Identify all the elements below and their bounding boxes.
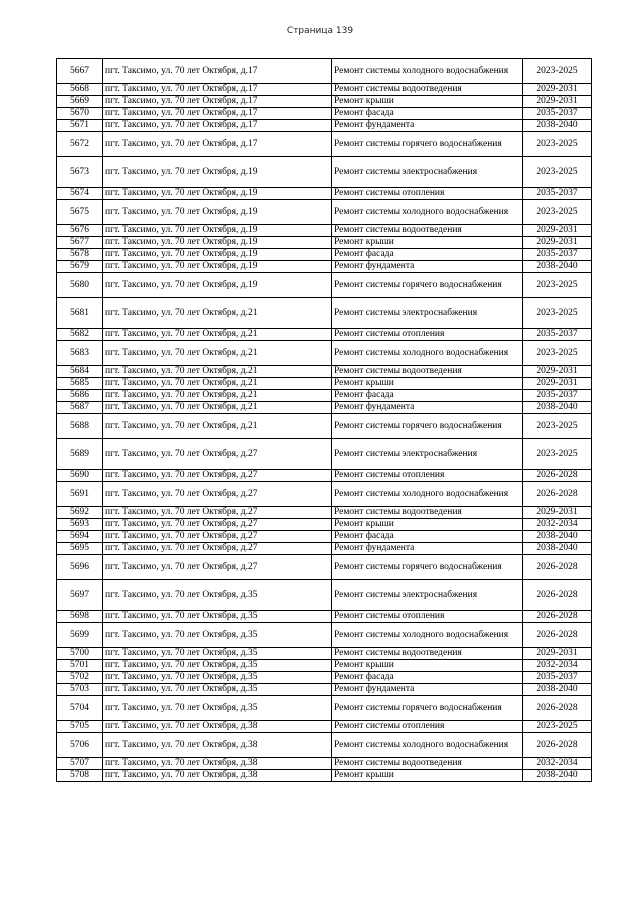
address-cell: пгт. Таксимо, ул. 70 лет Октября, д.21 bbox=[103, 390, 332, 402]
address-cell: пгт. Таксимо, ул. 70 лет Октября, д.21 bbox=[103, 378, 332, 390]
period-cell: 2032-2034 bbox=[523, 758, 592, 770]
table-row bbox=[57, 390, 592, 402]
table-row bbox=[57, 59, 592, 84]
row-number-cell: 5684 bbox=[57, 366, 103, 378]
period-cell: 2023-2025 bbox=[523, 439, 592, 470]
row-number-cell: 5701 bbox=[57, 660, 103, 672]
period-cell: 2035-2037 bbox=[523, 390, 592, 402]
period-cell: 2026-2028 bbox=[523, 696, 592, 721]
work-type-cell: Ремонт системы водоотведения bbox=[332, 758, 523, 770]
work-type-cell: Ремонт системы горячего водоснабжения bbox=[332, 132, 523, 157]
row-number-cell: 5673 bbox=[57, 157, 103, 188]
period-cell: 2029-2031 bbox=[523, 96, 592, 108]
work-type-cell: Ремонт системы электроснабжения bbox=[332, 439, 523, 470]
period-cell: 2026-2028 bbox=[523, 611, 592, 623]
work-type-cell: Ремонт фундамента bbox=[332, 261, 523, 273]
period-cell: 2029-2031 bbox=[523, 378, 592, 390]
table-row bbox=[57, 543, 592, 555]
address-cell: пгт. Таксимо, ул. 70 лет Октября, д.35 bbox=[103, 696, 332, 721]
registry-table bbox=[56, 58, 592, 782]
row-number-cell: 5677 bbox=[57, 237, 103, 249]
work-type-cell: Ремонт системы водоотведения bbox=[332, 84, 523, 96]
table-row bbox=[57, 298, 592, 329]
table-row bbox=[57, 414, 592, 439]
period-cell: 2026-2028 bbox=[523, 733, 592, 758]
address-cell: пгт. Таксимо, ул. 70 лет Октября, д.17 bbox=[103, 84, 332, 96]
period-cell: 2029-2031 bbox=[523, 648, 592, 660]
table-row bbox=[57, 120, 592, 132]
address-cell: пгт. Таксимо, ул. 70 лет Октября, д.35 bbox=[103, 648, 332, 660]
table-row bbox=[57, 696, 592, 721]
table-row bbox=[57, 611, 592, 623]
row-number-cell: 5676 bbox=[57, 225, 103, 237]
work-type-cell: Ремонт системы водоотведения bbox=[332, 225, 523, 237]
table-row bbox=[57, 721, 592, 733]
row-number-cell: 5697 bbox=[57, 580, 103, 611]
row-number-cell: 5682 bbox=[57, 329, 103, 341]
page-number: Страница 139 bbox=[286, 26, 354, 36]
address-cell: пгт. Таксимо, ул. 70 лет Октября, д.38 bbox=[103, 733, 332, 758]
period-cell: 2038-2040 bbox=[523, 543, 592, 555]
row-number-cell: 5681 bbox=[57, 298, 103, 329]
work-type-cell: Ремонт крыши bbox=[332, 660, 523, 672]
work-type-cell: Ремонт системы электроснабжения bbox=[332, 298, 523, 329]
address-cell: пгт. Таксимо, ул. 70 лет Октября, д.27 bbox=[103, 507, 332, 519]
row-number-cell: 5696 bbox=[57, 555, 103, 580]
period-cell: 2035-2037 bbox=[523, 329, 592, 341]
row-number-cell: 5703 bbox=[57, 684, 103, 696]
row-number-cell: 5680 bbox=[57, 273, 103, 298]
address-cell: пгт. Таксимо, ул. 70 лет Октября, д.19 bbox=[103, 261, 332, 273]
row-number-cell: 5690 bbox=[57, 470, 103, 482]
period-cell: 2023-2025 bbox=[523, 298, 592, 329]
work-type-cell: Ремонт системы горячего водоснабжения bbox=[332, 555, 523, 580]
table-row bbox=[57, 261, 592, 273]
table-row bbox=[57, 237, 592, 249]
address-cell: пгт. Таксимо, ул. 70 лет Октября, д.35 bbox=[103, 580, 332, 611]
address-cell: пгт. Таксимо, ул. 70 лет Октября, д.27 bbox=[103, 439, 332, 470]
period-cell: 2032-2034 bbox=[523, 660, 592, 672]
table-row bbox=[57, 108, 592, 120]
work-type-cell: Ремонт крыши bbox=[332, 378, 523, 390]
period-cell: 2023-2025 bbox=[523, 721, 592, 733]
work-type-cell: Ремонт системы отопления bbox=[332, 611, 523, 623]
work-type-cell: Ремонт крыши bbox=[332, 96, 523, 108]
work-type-cell: Ремонт системы отопления bbox=[332, 329, 523, 341]
row-number-cell: 5689 bbox=[57, 439, 103, 470]
table-row bbox=[57, 555, 592, 580]
period-cell: 2023-2025 bbox=[523, 200, 592, 225]
period-cell: 2035-2037 bbox=[523, 188, 592, 200]
table-row bbox=[57, 366, 592, 378]
work-type-cell: Ремонт системы холодного водоснабжения bbox=[332, 341, 523, 366]
address-cell: пгт. Таксимо, ул. 70 лет Октября, д.19 bbox=[103, 249, 332, 261]
address-cell: пгт. Таксимо, ул. 70 лет Октября, д.21 bbox=[103, 414, 332, 439]
work-type-cell: Ремонт системы холодного водоснабжения bbox=[332, 482, 523, 507]
address-cell: пгт. Таксимо, ул. 70 лет Октября, д.19 bbox=[103, 200, 332, 225]
period-cell: 2038-2040 bbox=[523, 770, 592, 782]
work-type-cell: Ремонт крыши bbox=[332, 237, 523, 249]
address-cell: пгт. Таксимо, ул. 70 лет Октября, д.19 bbox=[103, 237, 332, 249]
row-number-cell: 5698 bbox=[57, 611, 103, 623]
address-cell: пгт. Таксимо, ул. 70 лет Октября, д.35 bbox=[103, 660, 332, 672]
address-cell: пгт. Таксимо, ул. 70 лет Октября, д.35 bbox=[103, 672, 332, 684]
address-cell: пгт. Таксимо, ул. 70 лет Октября, д.27 bbox=[103, 555, 332, 580]
work-type-cell: Ремонт системы холодного водоснабжения bbox=[332, 623, 523, 648]
table-row bbox=[57, 132, 592, 157]
row-number-cell: 5691 bbox=[57, 482, 103, 507]
work-type-cell: Ремонт фасада bbox=[332, 531, 523, 543]
row-number-cell: 5692 bbox=[57, 507, 103, 519]
row-number-cell: 5675 bbox=[57, 200, 103, 225]
row-number-cell: 5707 bbox=[57, 758, 103, 770]
period-cell: 2029-2031 bbox=[523, 507, 592, 519]
period-cell: 2038-2040 bbox=[523, 531, 592, 543]
work-type-cell: Ремонт системы горячего водоснабжения bbox=[332, 696, 523, 721]
row-number-cell: 5688 bbox=[57, 414, 103, 439]
period-cell: 2023-2025 bbox=[523, 414, 592, 439]
table-row bbox=[57, 758, 592, 770]
period-cell: 2035-2037 bbox=[523, 672, 592, 684]
address-cell: пгт. Таксимо, ул. 70 лет Октября, д.38 bbox=[103, 721, 332, 733]
period-cell: 2026-2028 bbox=[523, 580, 592, 611]
work-type-cell: Ремонт фундамента bbox=[332, 543, 523, 555]
table-row bbox=[57, 684, 592, 696]
row-number-cell: 5679 bbox=[57, 261, 103, 273]
row-number-cell: 5672 bbox=[57, 132, 103, 157]
table-row bbox=[57, 482, 592, 507]
row-number-cell: 5686 bbox=[57, 390, 103, 402]
period-cell: 2026-2028 bbox=[523, 555, 592, 580]
work-type-cell: Ремонт системы холодного водоснабжения bbox=[332, 59, 523, 84]
address-cell: пгт. Таксимо, ул. 70 лет Октября, д.17 bbox=[103, 120, 332, 132]
table-row bbox=[57, 157, 592, 188]
address-cell: пгт. Таксимо, ул. 70 лет Октября, д.17 bbox=[103, 108, 332, 120]
table-row bbox=[57, 188, 592, 200]
address-cell: пгт. Таксимо, ул. 70 лет Октября, д.35 bbox=[103, 611, 332, 623]
period-cell: 2029-2031 bbox=[523, 84, 592, 96]
table-row bbox=[57, 273, 592, 298]
row-number-cell: 5667 bbox=[57, 59, 103, 84]
period-cell: 2026-2028 bbox=[523, 470, 592, 482]
period-cell: 2038-2040 bbox=[523, 402, 592, 414]
work-type-cell: Ремонт фасада bbox=[332, 390, 523, 402]
work-type-cell: Ремонт фасада bbox=[332, 672, 523, 684]
table-row bbox=[57, 648, 592, 660]
row-number-cell: 5683 bbox=[57, 341, 103, 366]
period-cell: 2026-2028 bbox=[523, 623, 592, 648]
address-cell: пгт. Таксимо, ул. 70 лет Октября, д.27 bbox=[103, 482, 332, 507]
address-cell: пгт. Таксимо, ул. 70 лет Октября, д.35 bbox=[103, 623, 332, 648]
address-cell: пгт. Таксимо, ул. 70 лет Октября, д.19 bbox=[103, 188, 332, 200]
work-type-cell: Ремонт фундамента bbox=[332, 402, 523, 414]
address-cell: пгт. Таксимо, ул. 70 лет Октября, д.27 bbox=[103, 470, 332, 482]
work-type-cell: Ремонт системы водоотведения bbox=[332, 507, 523, 519]
table-row bbox=[57, 378, 592, 390]
table-row bbox=[57, 200, 592, 225]
address-cell: пгт. Таксимо, ул. 70 лет Октября, д.38 bbox=[103, 758, 332, 770]
row-number-cell: 5708 bbox=[57, 770, 103, 782]
period-cell: 2038-2040 bbox=[523, 684, 592, 696]
row-number-cell: 5702 bbox=[57, 672, 103, 684]
table-row bbox=[57, 84, 592, 96]
period-cell: 2029-2031 bbox=[523, 237, 592, 249]
work-type-cell: Ремонт системы водоотведения bbox=[332, 366, 523, 378]
table-row bbox=[57, 329, 592, 341]
row-number-cell: 5695 bbox=[57, 543, 103, 555]
table-row bbox=[57, 770, 592, 782]
address-cell: пгт. Таксимо, ул. 70 лет Октября, д.27 bbox=[103, 519, 332, 531]
work-type-cell: Ремонт фундамента bbox=[332, 684, 523, 696]
address-cell: пгт. Таксимо, ул. 70 лет Октября, д.27 bbox=[103, 531, 332, 543]
work-type-cell: Ремонт фасада bbox=[332, 108, 523, 120]
work-type-cell: Ремонт крыши bbox=[332, 770, 523, 782]
row-number-cell: 5685 bbox=[57, 378, 103, 390]
registry-table-body bbox=[57, 59, 592, 782]
address-cell: пгт. Таксимо, ул. 70 лет Октября, д.17 bbox=[103, 96, 332, 108]
table-row bbox=[57, 580, 592, 611]
work-type-cell: Ремонт фасада bbox=[332, 249, 523, 261]
period-cell: 2023-2025 bbox=[523, 132, 592, 157]
period-cell: 2023-2025 bbox=[523, 341, 592, 366]
address-cell: пгт. Таксимо, ул. 70 лет Октября, д.17 bbox=[103, 59, 332, 84]
address-cell: пгт. Таксимо, ул. 70 лет Октября, д.21 bbox=[103, 341, 332, 366]
period-cell: 2035-2037 bbox=[523, 108, 592, 120]
row-number-cell: 5674 bbox=[57, 188, 103, 200]
work-type-cell: Ремонт системы электроснабжения bbox=[332, 580, 523, 611]
work-type-cell: Ремонт системы холодного водоснабжения bbox=[332, 733, 523, 758]
row-number-cell: 5694 bbox=[57, 531, 103, 543]
period-cell: 2029-2031 bbox=[523, 225, 592, 237]
work-type-cell: Ремонт системы отопления bbox=[332, 188, 523, 200]
work-type-cell: Ремонт фундамента bbox=[332, 120, 523, 132]
table-row bbox=[57, 225, 592, 237]
address-cell: пгт. Таксимо, ул. 70 лет Октября, д.38 bbox=[103, 770, 332, 782]
row-number-cell: 5671 bbox=[57, 120, 103, 132]
address-cell: пгт. Таксимо, ул. 70 лет Октября, д.19 bbox=[103, 225, 332, 237]
work-type-cell: Ремонт системы отопления bbox=[332, 470, 523, 482]
row-number-cell: 5699 bbox=[57, 623, 103, 648]
table-row bbox=[57, 249, 592, 261]
period-cell: 2032-2034 bbox=[523, 519, 592, 531]
table-row bbox=[57, 531, 592, 543]
address-cell: пгт. Таксимо, ул. 70 лет Октября, д.19 bbox=[103, 157, 332, 188]
table-row bbox=[57, 507, 592, 519]
table-row bbox=[57, 519, 592, 531]
row-number-cell: 5706 bbox=[57, 733, 103, 758]
table-row bbox=[57, 96, 592, 108]
table-row bbox=[57, 623, 592, 648]
row-number-cell: 5669 bbox=[57, 96, 103, 108]
row-number-cell: 5670 bbox=[57, 108, 103, 120]
table-row bbox=[57, 439, 592, 470]
address-cell: пгт. Таксимо, ул. 70 лет Октября, д.21 bbox=[103, 366, 332, 378]
work-type-cell: Ремонт крыши bbox=[332, 519, 523, 531]
work-type-cell: Ремонт системы горячего водоснабжения bbox=[332, 273, 523, 298]
table-row bbox=[57, 341, 592, 366]
period-cell: 2038-2040 bbox=[523, 261, 592, 273]
table-row bbox=[57, 660, 592, 672]
work-type-cell: Ремонт системы водоотведения bbox=[332, 648, 523, 660]
address-cell: пгт. Таксимо, ул. 70 лет Октября, д.21 bbox=[103, 298, 332, 329]
work-type-cell: Ремонт системы горячего водоснабжения bbox=[332, 414, 523, 439]
row-number-cell: 5678 bbox=[57, 249, 103, 261]
address-cell: пгт. Таксимо, ул. 70 лет Октября, д.21 bbox=[103, 402, 332, 414]
work-type-cell: Ремонт системы электроснабжения bbox=[332, 157, 523, 188]
address-cell: пгт. Таксимо, ул. 70 лет Октября, д.27 bbox=[103, 543, 332, 555]
period-cell: 2035-2037 bbox=[523, 249, 592, 261]
row-number-cell: 5705 bbox=[57, 721, 103, 733]
table-row bbox=[57, 672, 592, 684]
work-type-cell: Ремонт системы отопления bbox=[332, 721, 523, 733]
row-number-cell: 5704 bbox=[57, 696, 103, 721]
table-row bbox=[57, 470, 592, 482]
table-row bbox=[57, 402, 592, 414]
row-number-cell: 5693 bbox=[57, 519, 103, 531]
row-number-cell: 5668 bbox=[57, 84, 103, 96]
period-cell: 2026-2028 bbox=[523, 482, 592, 507]
work-type-cell: Ремонт системы холодного водоснабжения bbox=[332, 200, 523, 225]
address-cell: пгт. Таксимо, ул. 70 лет Октября, д.35 bbox=[103, 684, 332, 696]
period-cell: 2023-2025 bbox=[523, 59, 592, 84]
row-number-cell: 5700 bbox=[57, 648, 103, 660]
table-row bbox=[57, 733, 592, 758]
period-cell: 2029-2031 bbox=[523, 366, 592, 378]
period-cell: 2023-2025 bbox=[523, 273, 592, 298]
period-cell: 2023-2025 bbox=[523, 157, 592, 188]
address-cell: пгт. Таксимо, ул. 70 лет Октября, д.19 bbox=[103, 273, 332, 298]
address-cell: пгт. Таксимо, ул. 70 лет Октября, д.17 bbox=[103, 132, 332, 157]
address-cell: пгт. Таксимо, ул. 70 лет Октября, д.21 bbox=[103, 329, 332, 341]
row-number-cell: 5687 bbox=[57, 402, 103, 414]
period-cell: 2038-2040 bbox=[523, 120, 592, 132]
